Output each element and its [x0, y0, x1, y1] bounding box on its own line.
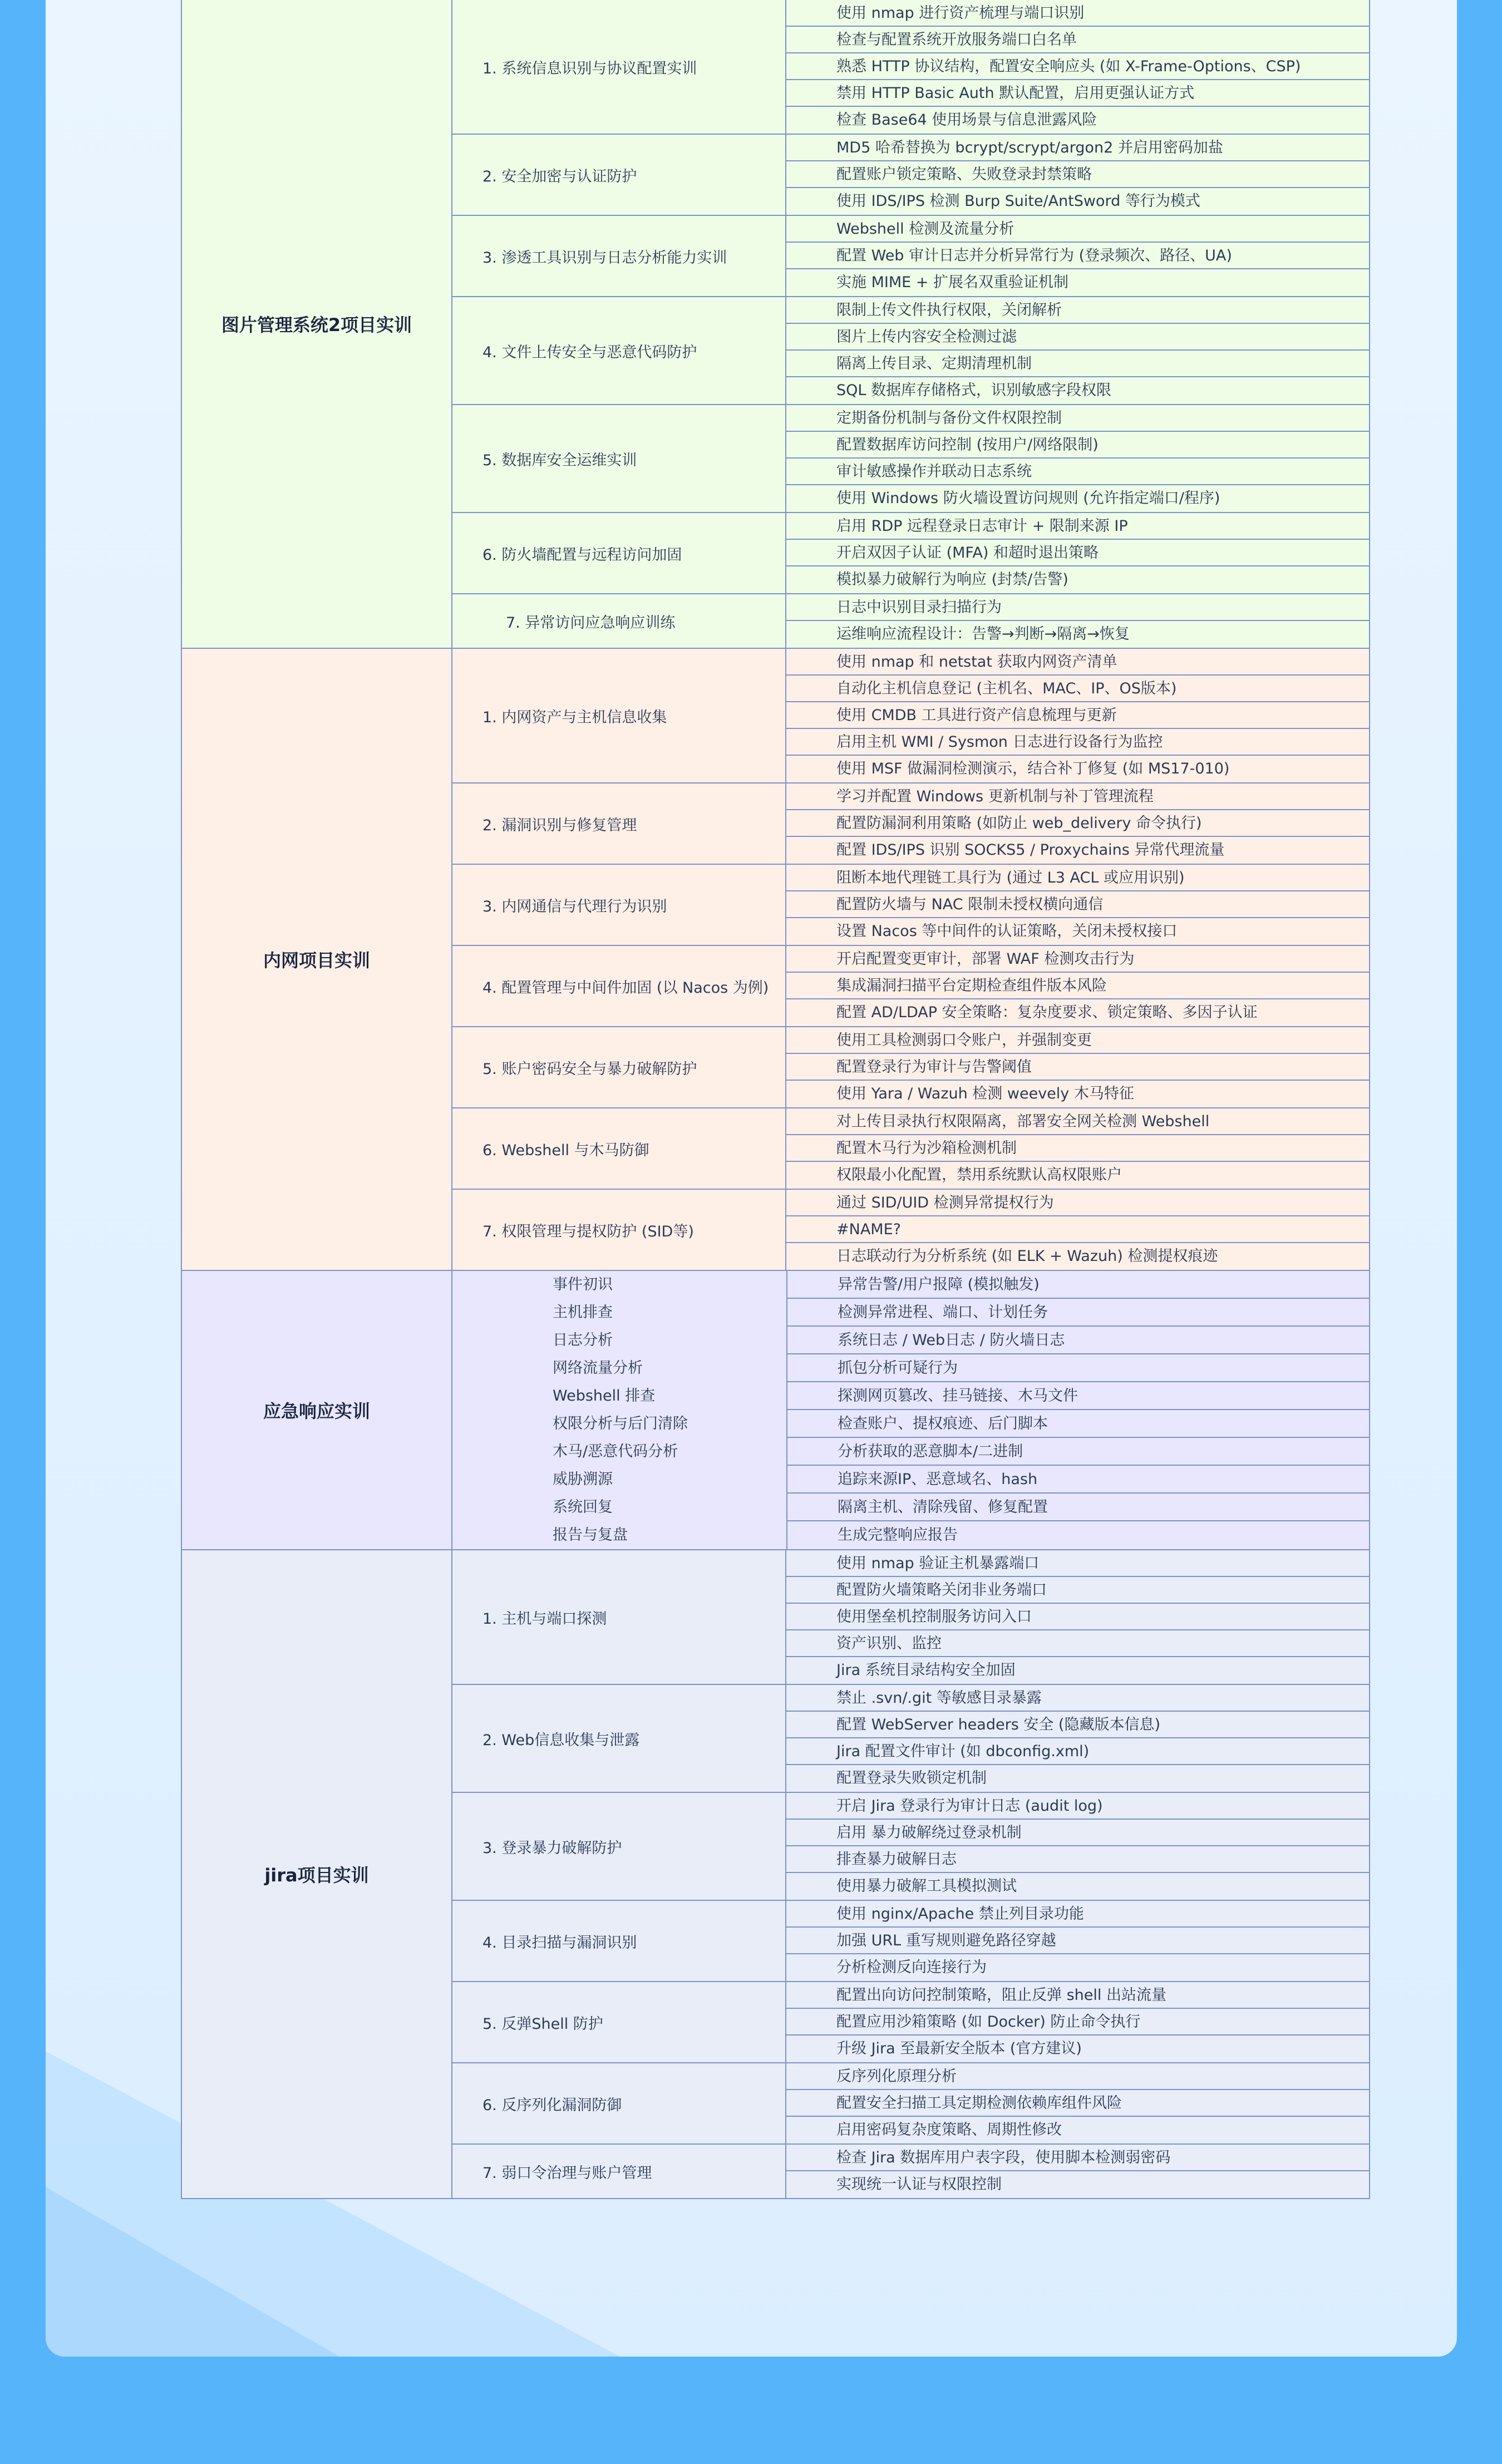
module-item: 配置登录失败锁定机制	[836, 1770, 987, 1787]
module-item: 设置 Nacos 等中间件的认证策略，关闭未授权接口	[836, 923, 1178, 940]
module-item: 实施 MIME + 扩展名双重验证机制	[836, 274, 1068, 291]
module-title: 3. 内网通信与代理行为识别	[452, 865, 786, 945]
module	[452, 216, 1369, 297]
module-title: 7. 弱口令治理与账户管理	[452, 2145, 786, 2198]
module	[452, 1190, 1369, 1270]
module-item: 检查 Base64 使用场景与信息泄露风险	[836, 111, 1097, 129]
module-item: 配置登录行为审计与告警阈值	[786, 1054, 1369, 1081]
module-item: 使用 Windows 防火墙设置访问规则 (允许指定端口/程序)	[836, 490, 1220, 507]
module-title: 4. 配置管理与中间件加固 (以 Nacos 为例)	[452, 946, 786, 1026]
module-title: 6. 防火墙配置与远程访问加固	[452, 513, 786, 593]
module-item: 加强 URL 重写规则避免路径穿越	[786, 1928, 1369, 1954]
module-item: 启用密码复杂度策略、周期性修改	[836, 2121, 1062, 2138]
module-item: 图片上传内容安全检测过滤	[786, 324, 1369, 351]
step-item: 抓包分析可疑行为	[787, 1354, 1369, 1382]
module-item: 使用 nginx/Apache 禁止列目录功能	[786, 1901, 1369, 1928]
step-item-list	[787, 1271, 1369, 1549]
module-item: 使用工具检测弱口令账户，并强制变更	[786, 1027, 1369, 1054]
step-label: 事件初识	[553, 1276, 613, 1293]
module-item: 模拟暴力破解行为响应 (封禁/告警)	[836, 571, 1068, 588]
module-title: 2. 漏洞识别与修复管理	[452, 783, 786, 864]
module-item: 配置 WebServer headers 安全 (隐藏版本信息)	[786, 1712, 1369, 1738]
module-item: MD5 哈希替换为 bcrypt/scrypt/argon2 并启用密码加盐	[786, 135, 1369, 161]
module-item: 配置木马行为沙箱检测机制	[786, 1135, 1369, 1162]
module-title: 4. 目录扫描与漏洞识别	[452, 1901, 786, 1981]
module-item: 配置 Web 审计日志并分析异常行为 (登录频次、路径、UA)	[786, 243, 1369, 269]
module-item: 日志中识别目录扫描行为	[786, 594, 1369, 621]
module	[452, 946, 1369, 1027]
module	[452, 649, 1369, 783]
module	[452, 1027, 1369, 1108]
section-title: 图片管理系统2项目实训	[182, 0, 452, 648]
step-item: 系统日志 / Web日志 / 防火墙日志	[787, 1327, 1369, 1354]
module	[452, 2145, 1369, 2198]
step-list	[452, 1271, 787, 1549]
section-title: 应急响应实训	[182, 1271, 452, 1549]
module-item: 配置防漏洞利用策略 (如防止 web_delivery 命令执行)	[786, 810, 1369, 837]
module-item: 使用 CMDB 工具进行资产信息梳理与更新	[786, 702, 1369, 729]
module-item: 配置安全扫描工具定期检测依赖库组件风险	[786, 2090, 1369, 2117]
module	[452, 594, 1369, 648]
step-label: 日志分析	[553, 1332, 613, 1349]
step-item: 检查账户、提权痕迹、后门脚本	[787, 1410, 1369, 1438]
module-item: Jira 配置文件审计 (如 dbconfig.xml)	[786, 1738, 1369, 1765]
module-title: 3. 渗透工具识别与日志分析能力实训	[452, 216, 786, 296]
module-item: 排查暴力破解日志	[786, 1846, 1369, 1873]
module-item: 配置 AD/LDAP 安全策略：复杂度要求、锁定策略、多因子认证	[836, 1004, 1258, 1021]
module-item: 运维响应流程设计：告警→判断→隔离→恢复	[836, 625, 1130, 643]
module-item: 使用 Yara / Wazuh 检测 weevely 木马特征	[836, 1085, 1134, 1102]
module-item: 自动化主机信息登记 (主机名、MAC、IP、OS版本)	[786, 676, 1369, 702]
step-item: 检测异常进程、端口、计划任务	[787, 1299, 1369, 1327]
step-label: Webshell 排查	[553, 1387, 656, 1405]
module	[452, 1793, 1369, 1901]
module	[452, 783, 1369, 865]
module-item: 启用 RDP 远程登录日志审计 + 限制来源 IP	[786, 513, 1369, 540]
module	[452, 135, 1369, 216]
section-image-management	[182, 0, 1369, 649]
module-title: 5. 账户密码安全与暴力破解防护	[452, 1027, 786, 1107]
module-item: 配置出向访问控制策略，阻止反弹 shell 出站流量	[786, 1982, 1369, 2009]
module-item: 阻断本地代理链工具行为 (通过 L3 ACL 或应用识别)	[786, 865, 1369, 891]
module-item: 实现统一认证与权限控制	[836, 2176, 1002, 2193]
module-item: 配置应用沙箱策略 (如 Docker) 防止命令执行	[786, 2009, 1369, 2036]
step-label: 威胁溯源	[553, 1471, 613, 1488]
module-item: Jira 系统目录结构安全加固	[836, 1662, 1016, 1679]
step-label: 权限分析与后门清除	[553, 1415, 688, 1432]
module-item: 对上传目录执行权限隔离，部署安全网关检测 Webshell	[786, 1108, 1369, 1135]
module-item: 定期备份机制与备份文件权限控制	[786, 405, 1369, 432]
module	[452, 405, 1369, 513]
content-card	[46, 0, 1457, 2357]
module-item: 开启双因子认证 (MFA) 和超时退出策略	[786, 540, 1369, 566]
module-item: 开启 Jira 登录行为审计日志 (audit log)	[786, 1793, 1369, 1820]
module-item: 限制上传文件执行权限，关闭解析	[786, 297, 1369, 324]
step-label: 网络流量分析	[553, 1359, 643, 1377]
module	[452, 1108, 1369, 1190]
module-item: 通过 SID/UID 检测异常提权行为	[786, 1190, 1369, 1216]
module	[452, 1550, 1369, 1685]
section-title: 内网项目实训	[182, 649, 452, 1270]
module-item: 使用暴力破解工具模拟测试	[836, 1877, 1017, 1895]
module-item: 日志联动行为分析系统 (如 ELK + Wazuh) 检测提权痕迹	[836, 1248, 1218, 1265]
section-title: jira项目实训	[182, 1550, 452, 2198]
module-item: 熟悉 HTTP 协议结构，配置安全响应头 (如 X-Frame-Options、CSP)	[786, 53, 1369, 80]
module-item: 使用 MSF 做漏洞检测演示，结合补丁修复 (如 MS17-010)	[836, 760, 1230, 777]
step-item: 隔离主机、清除残留、修复配置	[787, 1494, 1369, 1521]
step-item: 异常告警/用户报障 (模拟触发)	[787, 1271, 1369, 1299]
module-item: 配置账户锁定策略、失败登录封禁策略	[786, 161, 1369, 188]
section-incident-response	[182, 1271, 1369, 1550]
module-item: 配置数据库访问控制 (按用户/网络限制)	[786, 432, 1369, 459]
step-item: 分析获取的恶意脚本/二进制	[787, 1438, 1369, 1466]
module-item: Webshell 检测及流量分析	[786, 216, 1369, 243]
module-item: SQL 数据库存储格式，识别敏感字段权限	[836, 382, 1112, 399]
module-item: 学习并配置 Windows 更新机制与补丁管理流程	[786, 783, 1369, 810]
module-title: 3. 登录暴力破解防护	[452, 1793, 786, 1900]
module-item: 资产识别、监控	[786, 1630, 1369, 1657]
module	[452, 1982, 1369, 2063]
step-label: 主机排查	[553, 1304, 613, 1321]
section-jira	[182, 1550, 1369, 2199]
module-item: 反序列化原理分析	[786, 2063, 1369, 2090]
module-item: 审计敏感操作并联动日志系统	[786, 459, 1369, 485]
module-title: 6. 反序列化漏洞防御	[452, 2063, 786, 2143]
step-label: 木马/恶意代码分析	[553, 1443, 678, 1460]
module-title: 7. 异常访问应急响应训练	[452, 594, 786, 648]
module	[452, 1901, 1369, 1982]
step-item: 探测网页篡改、挂马链接、木马文件	[787, 1382, 1369, 1410]
step-item: 生成完整响应报告	[838, 1526, 958, 1544]
module	[452, 2063, 1369, 2145]
module-item: 检查 Jira 数据库用户表字段，使用脚本检测弱密码	[786, 2145, 1369, 2171]
module-item: 禁用 HTTP Basic Auth 默认配置，启用更强认证方式	[786, 80, 1369, 107]
step-label: 报告与复盘	[553, 1526, 628, 1544]
module-title: 5. 反弹Shell 防护	[452, 1982, 786, 2062]
module-item: 启用主机 WMI / Sysmon 日志进行设备行为监控	[786, 729, 1369, 756]
module-item: #NAME?	[786, 1216, 1369, 1243]
module	[452, 513, 1369, 594]
module	[452, 1685, 1369, 1793]
module-item: 使用 nmap 进行资产梳理与端口识别	[786, 0, 1369, 27]
module-item: 配置防火墙策略关闭非业务端口	[786, 1577, 1369, 1604]
module-title: 2. 安全加密与认证防护	[452, 135, 786, 215]
module-item: 使用 nmap 和 netstat 获取内网资产清单	[786, 649, 1369, 676]
module	[452, 297, 1369, 405]
module	[452, 0, 1369, 135]
module-item: 禁止 .svn/.git 等敏感目录暴露	[786, 1685, 1369, 1712]
module	[452, 865, 1369, 946]
module-title: 1. 主机与端口探测	[452, 1550, 786, 1684]
module-item: 权限最小化配置，禁用系统默认高权限账户	[836, 1166, 1122, 1184]
module-title: 6. Webshell 与木马防御	[452, 1108, 786, 1189]
module-item: 配置防火墙与 NAC 限制未授权横向通信	[786, 891, 1369, 918]
module-item: 使用 IDS/IPS 检测 Burp Suite/AntSword 等行为模式	[836, 193, 1200, 210]
module-title: 1. 内网资产与主机信息收集	[452, 649, 786, 782]
section-intranet	[182, 649, 1369, 1271]
module-item: 配置 IDS/IPS 识别 SOCKS5 / Proxychains 异常代理流量	[836, 841, 1225, 859]
module-item: 使用 nmap 验证主机暴露端口	[786, 1550, 1369, 1577]
module-item: 隔离上传目录、定期清理机制	[786, 351, 1369, 377]
module-item: 使用堡垒机控制服务访问入口	[786, 1604, 1369, 1630]
module-title: 2. Web信息收集与泄露	[452, 1685, 786, 1792]
module-title: 1. 系统信息识别与协议配置实训	[452, 0, 786, 134]
module-title: 4. 文件上传安全与恶意代码防护	[452, 297, 786, 404]
curriculum-table	[181, 0, 1370, 2199]
module-title: 7. 权限管理与提权防护 (SID等)	[452, 1190, 786, 1270]
module-item: 检查与配置系统开放服务端口白名单	[786, 27, 1369, 53]
module-item: 启用 暴力破解绕过登录机制	[786, 1820, 1369, 1846]
step-item: 追踪来源IP、恶意域名、hash	[787, 1466, 1369, 1494]
module-item: 开启配置变更审计，部署 WAF 检测攻击行为	[786, 946, 1369, 973]
step-label: 系统回复	[553, 1499, 613, 1516]
module-item: 集成漏洞扫描平台定期检查组件版本风险	[786, 973, 1369, 999]
module-item: 升级 Jira 至最新安全版本 (官方建议)	[836, 2040, 1082, 2057]
module-title: 5. 数据库安全运维实训	[452, 405, 786, 512]
module-item: 分析检测反向连接行为	[836, 1959, 987, 1976]
